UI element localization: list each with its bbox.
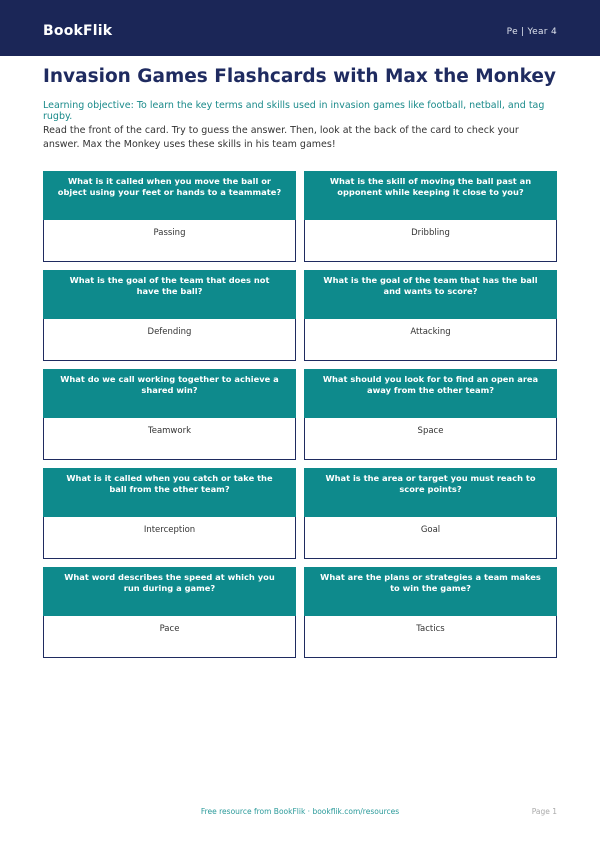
page-number: Page 1: [531, 807, 557, 816]
flashcard-question: What word describes the speed at which you run during a game?: [43, 567, 296, 616]
flashcard-answer: Interception: [43, 517, 296, 559]
flashcard-answer: Defending: [43, 319, 296, 361]
flashcard: [304, 270, 557, 361]
flashcard-grid: [43, 171, 557, 658]
flashcard: [43, 567, 296, 658]
learning-objective: Learning objective: To learn the key terms and skills used in invasion games like football, netball, and tag rugby.: [43, 100, 545, 122]
flashcard: [304, 369, 557, 460]
flashcard: [43, 369, 296, 460]
flashcard-question: What are the plans or strategies a team makes to win the game?: [304, 567, 557, 616]
flashcard-answer: Attacking: [304, 319, 557, 361]
flashcard-question: What is the skill of moving the ball past an opponent while keeping it close to you?: [304, 171, 557, 220]
flashcard: [43, 468, 296, 559]
flashcard-answer: Pace: [43, 616, 296, 658]
flashcard-question: What is it called when you move the ball or object using your feet or hands to a teammate?: [43, 171, 296, 220]
flashcard: [304, 567, 557, 658]
flashcard-question: What is the goal of the team that has the ball and wants to score?: [304, 270, 557, 319]
flashcard: [43, 270, 296, 361]
flashcard: [304, 171, 557, 262]
top-banner: [0, 0, 600, 56]
flashcard-answer: Teamwork: [43, 418, 296, 460]
flashcard-answer: Passing: [43, 220, 296, 262]
subject-year-label: Pe | Year 4: [506, 27, 557, 37]
brand-logo: BookFlik: [43, 23, 113, 39]
flashcard-question: What do we call working together to achieve a shared win?: [43, 369, 296, 418]
flashcard: [43, 171, 296, 262]
flashcard-question: What is the area or target you must reach to score points?: [304, 468, 557, 517]
flashcard-question: What is it called when you catch or take the ball from the other team?: [43, 468, 296, 517]
instructions: Read the front of the card. Try to guess the answer. Then, look at the back of the card to check your answer. Max the Monkey uses these skills in his team games!: [43, 125, 519, 150]
footer-credit: Free resource from BookFlik · bookflik.com/resources: [200, 807, 400, 816]
flashcard-answer: Goal: [304, 517, 557, 559]
flashcard: [304, 468, 557, 559]
flashcard-answer: Space: [304, 418, 557, 460]
flashcard-question: What is the goal of the team that does not have the ball?: [43, 270, 296, 319]
flashcard-answer: Dribbling: [304, 220, 557, 262]
flashcard-question: What should you look for to find an open area away from the other team?: [304, 369, 557, 418]
flashcard-answer: Tactics: [304, 616, 557, 658]
page-title: Invasion Games Flashcards with Max the Monkey: [43, 66, 556, 87]
